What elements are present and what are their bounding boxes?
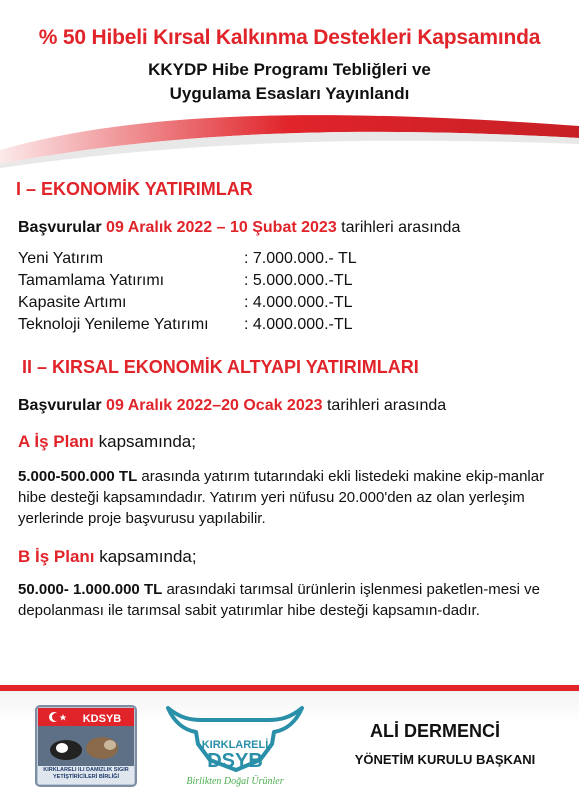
- kirklareli-logo-line1: KIRKLARELİ: [201, 739, 269, 751]
- plan-b-text: arasındaki tarımsal ürünlerin işlenmesi paketlen-mesi ve depolanması ile tarımsal sabit yatırımlar hibe desteği kapsamın-dadır.: [18, 581, 540, 619]
- header-swoosh-decoration: [0, 108, 579, 178]
- investment-label: Tamamlama Yatırımı: [18, 272, 165, 289]
- kdsyb-logo-brand: KDSYB: [82, 713, 122, 725]
- subtitle-line-2: Uygulama Esasları Yayınlandı: [169, 84, 410, 103]
- investment-row: [18, 316, 418, 336]
- page-title: % 50 Hibeli Kırsal Kalkınma Destekleri Kapsamında: [38, 26, 541, 49]
- kirklareli-dsyb-logo: [150, 700, 320, 792]
- signature-title: YÖNETİM KURULU BAŞKANI: [354, 752, 536, 767]
- signature-name: ALİ DERMENCİ: [370, 721, 500, 741]
- kdsyb-logo-caption: KIRKLARELİ İLİ DAMIZLIK SIĞIR YETİŞTİRİCİLERİ BİRLİĞİ: [43, 767, 129, 780]
- investment-row: [18, 272, 418, 292]
- apply-label: Başvurular: [18, 219, 102, 236]
- subtitle-line-1: KKYDP Hibe Programı Tebliğleri ve: [148, 60, 431, 79]
- investment-row: [18, 250, 418, 270]
- investment-amount: : 7.000.000.- TL: [244, 250, 357, 267]
- investment-amount: : 5.000.000.-TL: [244, 272, 353, 289]
- dates-suffix: tarihleri arasında: [341, 219, 461, 236]
- investment-amount: : 4.000.000.-TL: [244, 294, 353, 311]
- application-dates: 09 Aralık 2022–20 Ocak 2023: [106, 397, 323, 414]
- plan-a-text: arasında yatırım tutarındaki ekli listedeki makine ekip-manlar hibe desteği kapsamındadır. Yatırım yeri nüfusu 20.000'den az olan yerleşim yerlerinde proje başvurusu yapılabilir.: [18, 468, 545, 527]
- kirklareli-logo-line2: DSYB: [207, 750, 263, 772]
- plan-a-amount: 5.000-500.000 TL: [18, 468, 138, 485]
- application-dates: 09 Aralık 2022 – 10 Şubat 2023: [106, 219, 337, 236]
- plan-a-name: A İş Planı: [18, 432, 94, 451]
- investment-label: Yeni Yatırım: [18, 250, 104, 267]
- section-2-application-dates: [18, 397, 446, 415]
- investment-row: [18, 294, 418, 314]
- investment-label: Kapasite Artımı: [18, 294, 127, 311]
- plan-b-heading: [18, 547, 197, 567]
- apply-label: Başvurular: [18, 397, 102, 414]
- section-1-heading: I – EKONOMİK YATIRIMLAR: [16, 179, 253, 199]
- dates-suffix: tarihleri arasında: [326, 397, 447, 414]
- kdsyb-logo: [32, 700, 142, 792]
- plan-b-amount: 50.000- 1.000.000 TL: [18, 581, 163, 598]
- section-1-application-dates: [18, 219, 460, 237]
- plan-b-description: [18, 579, 566, 621]
- plan-a-description: [18, 466, 566, 529]
- section-2-heading: II – KIRSAL EKONOMİK ALTYAPI YATIRIMLARI: [22, 357, 419, 377]
- investment-amount: : 4.000.000.-TL: [244, 316, 353, 333]
- plan-a-suffix: kapsamında;: [98, 432, 196, 451]
- kirklareli-logo-slogan: Birlikten Doğal Ürünler: [186, 776, 284, 787]
- plan-b-name: B İş Planı: [18, 547, 95, 566]
- plan-a-heading: [18, 432, 196, 452]
- plan-b-suffix: kapsamında;: [99, 547, 197, 566]
- investment-label: Teknoloji Yenileme Yatırımı: [18, 316, 209, 333]
